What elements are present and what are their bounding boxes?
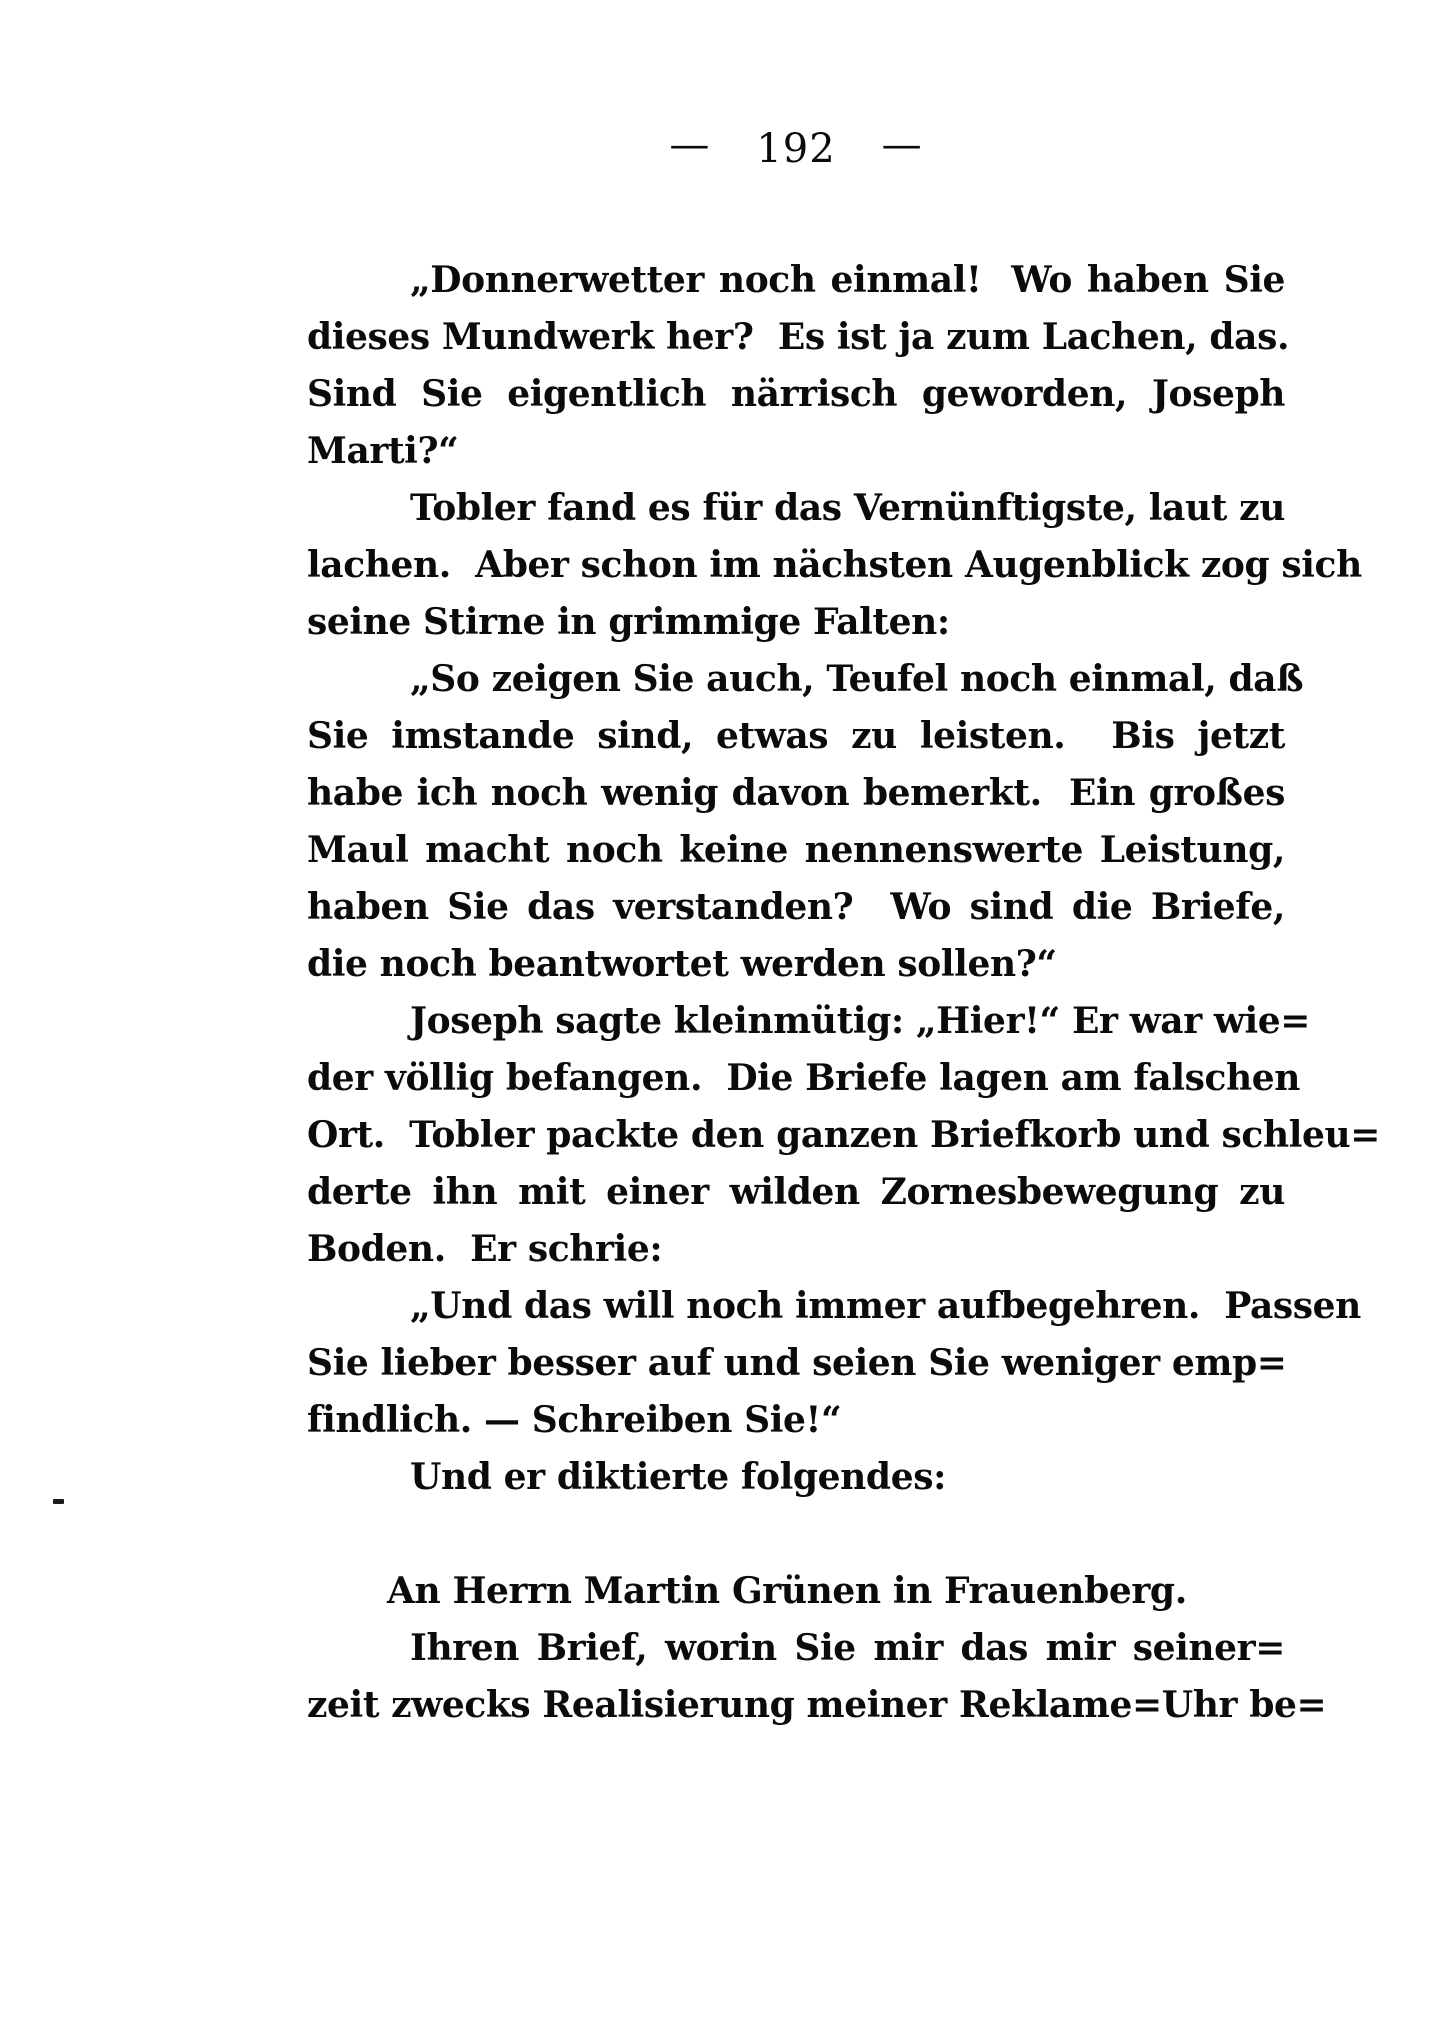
text-line: findlich. — Schreiben Sie!“ <box>307 1399 842 1441</box>
text-line: derte ihn mit einer wilden Zornesbewegung zu <box>307 1171 1285 1213</box>
page-number: 192 <box>756 126 836 172</box>
text-line: Marti?“ <box>307 430 459 472</box>
text-line: An Herrn Martin Grünen in Frauenberg. <box>387 1570 1187 1612</box>
header-dash-right: — <box>881 122 923 168</box>
page-header <box>307 122 1285 172</box>
text-line: dieses Mundwerk her? Es ist ja zum Lachen, das. <box>307 316 1290 358</box>
text-line: seine Stirne in grimmige Falten: <box>307 601 950 643</box>
text-line: „So zeigen Sie auch, Teufel noch einmal, daß <box>410 658 1304 700</box>
text-line: „Donnerwetter noch einmal! Wo haben Sie <box>410 259 1285 301</box>
text-line: lachen. Aber schon im nächsten Augenblick zog sich <box>307 544 1362 586</box>
text-line: habe ich noch wenig davon bemerkt. Ein großes <box>307 772 1285 814</box>
text-line: Boden. Er schrie: <box>307 1228 663 1270</box>
text-line: Ort. Tobler packte den ganzen Briefkorb und schleu= <box>307 1114 1381 1156</box>
blank-line <box>307 1506 1285 1563</box>
text-block <box>307 252 1381 1734</box>
text-line: Und er diktierte folgendes: <box>410 1456 946 1498</box>
text-line: Ihren Brief, worin Sie mir das mir seiner= <box>410 1627 1285 1669</box>
header-dash-left: — <box>669 122 711 168</box>
text-line: Maul macht noch keine nennenswerte Leistung, <box>307 829 1285 871</box>
text-line: Joseph sagte kleinmütig: „Hier!“ Er war wie= <box>410 1000 1311 1042</box>
text-line: der völlig befangen. Die Briefe lagen am falschen <box>307 1057 1301 1099</box>
text-line: „Und das will noch immer aufbegehren. Passen <box>410 1285 1361 1327</box>
text-line: Sind Sie eigentlich närrisch geworden, Joseph <box>307 373 1285 415</box>
text-line: Tobler fand es für das Vernünftigste, laut zu <box>410 487 1285 529</box>
text-line: Sie lieber besser auf und seien Sie weniger emp= <box>307 1342 1287 1384</box>
text-line: zeit zwecks Realisierung meiner Reklame=Uhr be= <box>307 1684 1327 1726</box>
text-line: haben Sie das verstanden? Wo sind die Briefe, <box>307 886 1285 928</box>
ink-speck <box>53 1499 64 1504</box>
text-line: die noch beantwortet werden sollen?“ <box>307 943 1057 985</box>
text-line: Sie imstande sind, etwas zu leisten. Bis jetzt <box>307 715 1285 757</box>
